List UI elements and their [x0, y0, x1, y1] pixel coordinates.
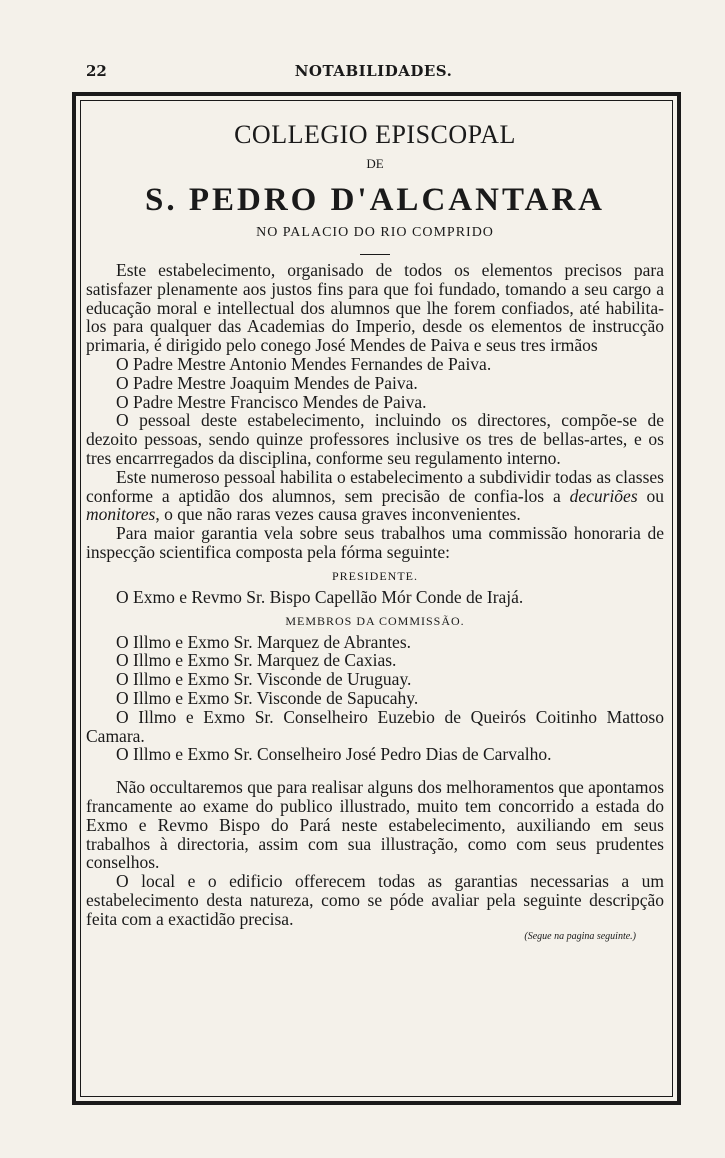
member-3: O Illmo e Exmo Sr. Visconde de Uruguay.: [116, 669, 412, 690]
running-head: [86, 62, 661, 84]
running-title: NOTABILIDADES.: [294, 62, 453, 80]
director-2: O Padre Mestre Joaquim Mendes de Paiva.: [116, 372, 418, 393]
paragraph-intro: Este estabelecimento, organisado de todos os elementos precisos para satisfazer plenamente aos justos fins para que foi fundado, tomando a seu cargo a educação moral e intellectual dos alumnos que lhe forem confiados, até habilita-los para qualquer das Academias do Imperio, desde os elementos de instrucção primaria, é dirigido pelo conego José Mendes de Paiva e seus tres irmãos: [86, 260, 664, 356]
emphasis-monitores: monitores: [86, 504, 156, 525]
continued-note: (Segue na pagina seguinte.): [524, 930, 636, 942]
member-2: O Illmo e Exmo Sr. Marquez de Caxias.: [116, 650, 397, 671]
paragraph-classes: [86, 468, 664, 524]
director-3: O Padre Mestre Francisco Mendes de Paiva.: [116, 391, 427, 412]
heading-location: NO PALACIO DO RIO COMPRIDO: [256, 225, 494, 240]
paragraph-building: O local e o edificio offerecem todas as garantias necessarias a um estabelecimento desta natureza, como se póde avaliar pela seguinte descripção feita com a exactidão precisa.: [86, 871, 664, 929]
president-label: PRESIDENTE.: [332, 568, 418, 583]
president: O Exmo e Revmo Sr. Bispo Capellão Mór Conde de Irajá.: [116, 586, 524, 607]
member-5: O Illmo e Exmo Sr. Conselheiro Euzebio de Queirós Coitinho Mattoso Camara.: [86, 706, 664, 746]
heading-college: COLLEGIO EPISCOPAL: [234, 120, 516, 149]
paragraph-commission: Para maior garantia vela sobre seus trabalhos uma commissão honoraria de inspecção scientifica composta pela fórma seguinte:: [86, 523, 664, 562]
emphasis-decurioes: decuriões: [569, 485, 638, 506]
paragraph-classes-end: , o que não raras vezes causa graves inconvenientes.: [155, 504, 521, 525]
page-number: 22: [86, 62, 107, 80]
member-4: O Illmo e Exmo Sr. Visconde de Sapucahy.: [116, 687, 419, 708]
director-1: O Padre Mestre Antonio Mendes Fernandes de Paiva.: [116, 353, 492, 374]
paragraph-classes-mid: ou: [637, 485, 664, 506]
heading-name: S. PEDRO D'ALCANTARA: [145, 182, 605, 218]
members-label: MEMBROS DA COMMISSÃO.: [285, 613, 465, 628]
paragraph-improvements: Não occultaremos que para realisar alguns dos melhoramentos que apontamos francamente ao exame do publico illustrado, muito tem concorrido a estada do Exmo e Revmo Bispo do Pará neste estabelecimento, auxiliando em seus trabalhos à directoria, assim com sua illustração, como com seus prudentes conselhos.: [86, 777, 664, 873]
member-1: O Illmo e Exmo Sr. Marquez de Abrantes.: [116, 631, 412, 652]
divider: [360, 254, 390, 255]
spacer: [86, 764, 664, 778]
member-6: O Illmo e Exmo Sr. Conselheiro José Pedro Dias de Carvalho.: [116, 744, 552, 765]
paragraph-classes-start: Este numeroso pessoal habilita o estabelecimento a subdividir todas as classes conforme a aptidão dos alumnos, sem precisão de confia-los a: [86, 466, 664, 506]
paragraph-staff: O pessoal deste estabelecimento, incluindo os directores, compõe-se de dezoito pessoas, sendo quinze professores inclusive os tres de bellas-artes, e os tres encarrregados da disciplina, conforme seu regulamento interno.: [86, 410, 664, 468]
advertisement-content: [86, 120, 664, 945]
heading-de: DE: [366, 156, 384, 171]
